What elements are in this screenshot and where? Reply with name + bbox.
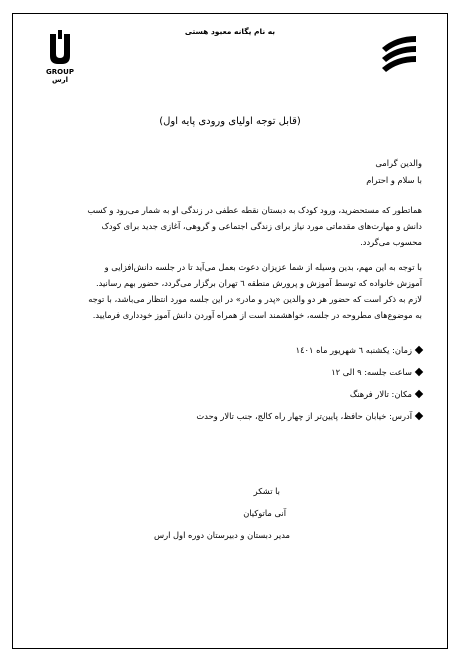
paragraph-2-line-4: به موضوع‌های مطروحه در جلسه، خواهشمند است از همراه آوردن دانش آموز خودداری فرمایید. — [92, 310, 422, 320]
signature-name: آنی ماتوکیان — [243, 508, 286, 518]
bullet-diamond-icon — [415, 368, 423, 376]
paragraph-2-line-3: لازم به ذکر است که حضور هر دو والدین «پدر و مادر» در این جلسه مورد انتظار می‌باشد، با توجه — [88, 294, 422, 304]
left-logo-caption: GROUP ارس — [46, 68, 74, 84]
paragraph-2-line-1: با توجه به این مهم، بدین وسیله از شما عزیزان دعوت بعمل می‌آید تا در جلسه دانش‌افزایی و — [104, 262, 422, 272]
bullet-diamond-icon — [415, 390, 423, 398]
detail-item-location — [350, 389, 422, 399]
header-motto: به نام یگانه معبود هستی — [184, 27, 276, 36]
detail-location-text: مکان: تالار فرهنگ — [349, 389, 412, 399]
detail-date-text: زمان: یکشنبه ٦ شهریور ماه ١٤٠١ — [295, 345, 412, 355]
paragraph-2-line-2: آموزش خانواده که توسط آموزش و پرورش منطقه ٦ تهران برگزار می‌گردد، حضور بهم رسانید. — [96, 278, 422, 288]
signature-thanks: با تشکر — [253, 486, 280, 496]
paragraph-1-line-1: هماتطور که مستحضرید، ورود کودک به دبستان نقطه عطفی در زندگی او به شمار می‌رود و کسب — [87, 205, 422, 215]
detail-item-date — [296, 345, 422, 355]
salutation-line-2: با سلام و احترام — [366, 175, 422, 185]
detail-item-time — [331, 367, 422, 377]
wave-emblem-icon — [378, 30, 420, 74]
salutation-line-1: والدین گرامی — [375, 158, 422, 168]
signature-role: مدیر دبستان و دبیرستان دوره اول ارس — [153, 530, 290, 540]
paragraph-1-line-2: دانش و مهارت‌های مقدماتی مورد نیاز برای زندگی اجتماعی و گروهی، آغازی جدید برای کودک — [101, 221, 422, 231]
detail-item-address — [196, 411, 422, 421]
paragraph-1-line-3: محسوب می‌گردد. — [360, 237, 422, 247]
detail-address-text: آدرس: خیابان حافظ، پایین‌تر از چهار راه کالج، جنب تالار وحدت — [196, 411, 412, 421]
bullet-diamond-icon — [415, 346, 423, 354]
detail-time-text: ساعت جلسه: ٩ الی ١٢ — [331, 367, 412, 377]
page-border — [12, 13, 448, 649]
letter-title: (قابل توجه اولیای ورودی پایه اول) — [159, 116, 301, 127]
bullet-diamond-icon — [415, 412, 423, 420]
